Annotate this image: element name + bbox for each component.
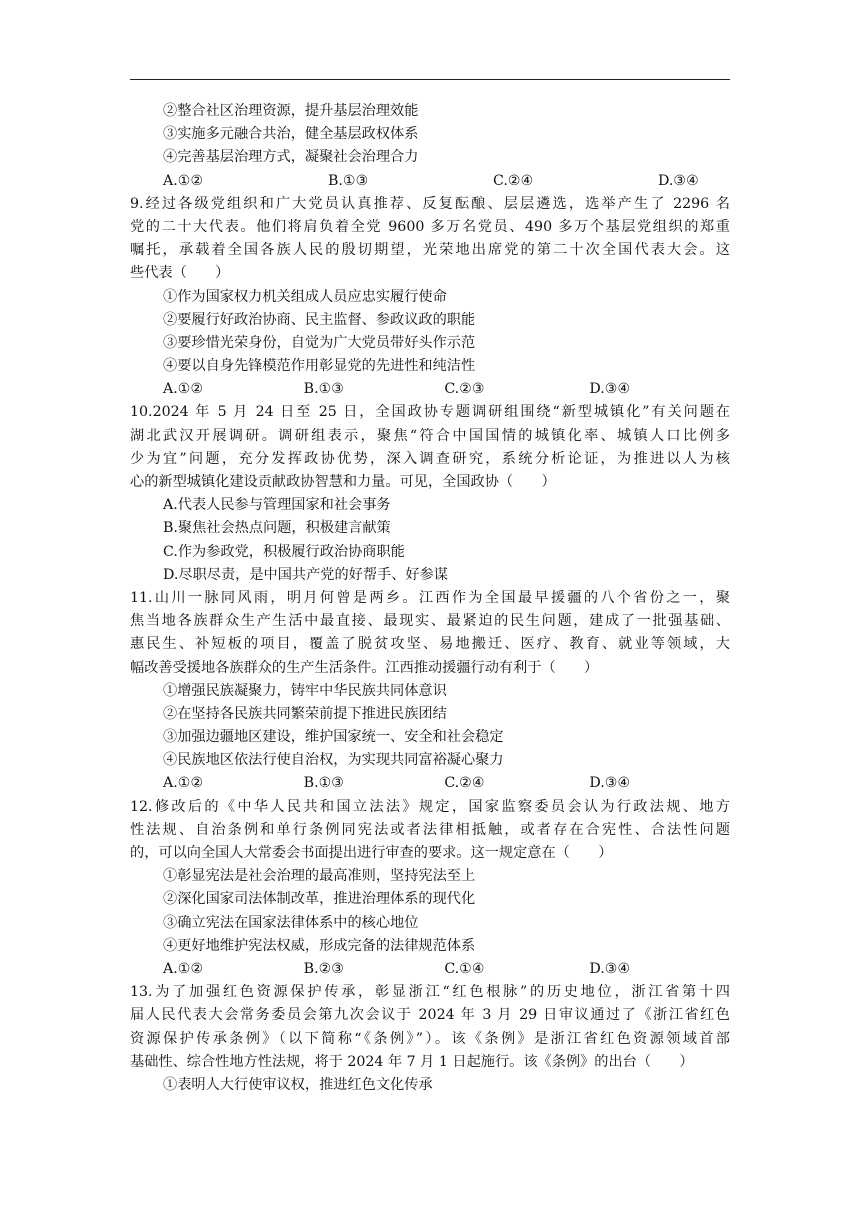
question-text: 湖北武汉开展调研。调研组表示，聚焦“符合中国国情的城镇化率、城镇人口比例多 [130, 427, 730, 444]
question-text: 9.经过各级党组织和广大党员认真推荐、反复酝酿、层层遴选，选举产生了 2296 名 [130, 195, 730, 212]
question-text: 11.山川一脉同风雨，明月何曾是两乡。江西作为全国最早援疆的八个省份之一，聚 [130, 589, 730, 606]
option-d: D.③④ [589, 960, 631, 977]
answer-options [130, 958, 730, 981]
statement: ①作为国家权力机关组成人员应忠实履行使命 [163, 288, 447, 305]
option-a: A.①② [163, 775, 204, 792]
statement: ④完善基层治理方式，凝聚社会治理合力 [163, 149, 419, 166]
statement: ②整合社区治理资源，提升基层治理效能 [163, 103, 419, 119]
question-text: 10.2024 年 5 月 24 日至 25 日，全国政协专题调研组围绕“新型城镇化”有关问题在 [130, 404, 730, 421]
option-d: D.③④ [589, 775, 631, 792]
question-text: 党的二十大代表。他们将肩负着全党 9600 多万名党员、490 多万个基层党组织的郑重 [130, 218, 730, 235]
answer-options [130, 170, 730, 193]
question-text: 基础性、综合性地方性法规，将于 2024 年 7 月 1 日起施行。该《条例》的出台（ ） [130, 1053, 694, 1070]
option-c: C.①④ [444, 960, 485, 977]
option-a: A.①② [163, 172, 204, 189]
question-text: 13.为了加强红色资源保护传承，彰显浙江“红色根脉”的历史地位，浙江省第十四 [130, 984, 730, 1001]
statement: ①增强民族凝聚力，铸牢中华民族共同体意识 [163, 682, 447, 699]
question-text: 届人民代表大会常务委员会第九次会议于 2024 年 3 月 29 日审议通过了《浙江省红色 [130, 1007, 730, 1024]
statement: ①彰显宪法是社会治理的最高准则，坚持宪法至上 [163, 868, 476, 885]
question-9 [130, 193, 730, 402]
option-b: B.①③ [303, 381, 345, 398]
question-text: 嘱托，承载着全国各族人民的殷切期望，光荣地出席党的第二十次全国代表大会。这 [130, 242, 730, 259]
question-text: 资源保护传承条例》（以下简称“《条例》”）。该《条例》是浙江省红色资源领域首部 [130, 1030, 730, 1047]
option-a: A.①② [163, 960, 204, 977]
option-a: A.①② [163, 381, 204, 398]
option-d: D.③④ [658, 172, 699, 189]
question-text: 少为宜”问题，充分发挥政协优势，深入调查研究，系统分析论证，为推进以人为核 [130, 450, 730, 467]
question-text: 12.修改后的《中华人民共和国立法法》规定，国家监察委员会认为行政法规、地方 [130, 798, 730, 815]
question-text: 性法规、自治条例和单行条例同宪法或者法律相抵触，或者存在合宪性、合法性问题 [130, 821, 730, 838]
question-12 [130, 796, 730, 982]
option-b: B.②③ [303, 960, 345, 977]
option-d: D.③④ [589, 381, 631, 398]
choice-b: B.聚焦社会热点问题，积极建言献策 [163, 520, 391, 537]
statement: ③实施多元融合共治，健全基层政权体系 [163, 126, 419, 143]
statement: ③要珍惜光荣身份，自觉为广大党员带好头作示范 [163, 334, 476, 351]
choice-c: C.作为参政党，积极履行政治协商职能 [163, 543, 405, 560]
question-8 [130, 100, 730, 193]
question-11 [130, 587, 730, 796]
option-b: B.①③ [303, 775, 345, 792]
question-13 [130, 981, 730, 1097]
statement: ④民族地区依法行使自治权，为实现共同富裕凝心聚力 [163, 752, 504, 769]
question-text: 些代表（ ） [130, 265, 230, 282]
header-rule [130, 79, 730, 80]
statement: ②深化国家司法体制改革，推进治理体系的现代化 [163, 891, 476, 908]
statement: ②在坚持各民族共同繁荣前提下推进民族团结 [163, 705, 447, 722]
statement: ②要履行好政治协商、民主监督、参政议政的职能 [163, 311, 476, 328]
question-text: 惠民生、补短板的项目，覆盖了脱贫攻坚、易地搬迁、医疗、教育、就业等领域，大 [130, 636, 730, 653]
option-c: C.②④ [493, 172, 534, 189]
choice-d: D.尽职尽责，是中国共产党的好帮手、好参谋 [163, 566, 448, 583]
question-text: 幅改善受援地各族群众的生产生活条件。江西推动援疆行动有利于（ ） [130, 659, 599, 676]
question-text: 焦当地各族群众生产生活中最直接、最现实、最紧迫的民生问题，建成了一批强基础、 [130, 613, 730, 630]
choice-a: A.代表人民参与管理国家和社会事务 [163, 497, 391, 514]
option-c: C.②④ [444, 775, 485, 792]
statement: ④要以自身先锋模范作用彰显党的先进性和纯洁性 [163, 358, 476, 375]
statement: ③加强边疆地区建设，维护国家统一、安全和社会稳定 [163, 729, 504, 746]
option-c: C.②③ [444, 381, 485, 398]
answer-options [130, 378, 730, 401]
question-text: 的，可以向全国人大常委会书面提出进行审查的要求。这一规定意在（ ） [130, 845, 613, 861]
option-b: B.①③ [328, 172, 369, 189]
statement: ①表明人大行使审议权，推进红色文化传承 [163, 1076, 433, 1093]
question-10 [130, 401, 730, 587]
statement: ④更好地维护宪法权威，形成完备的法律规范体系 [163, 937, 476, 954]
exam-page [130, 100, 730, 1097]
statement: ③确立宪法在国家法律体系中的核心地位 [163, 914, 419, 931]
question-text: 心的新型城镇化建设贡献政协智慧和力量。可见，全国政协（ ） [130, 474, 556, 490]
answer-options [130, 772, 730, 795]
